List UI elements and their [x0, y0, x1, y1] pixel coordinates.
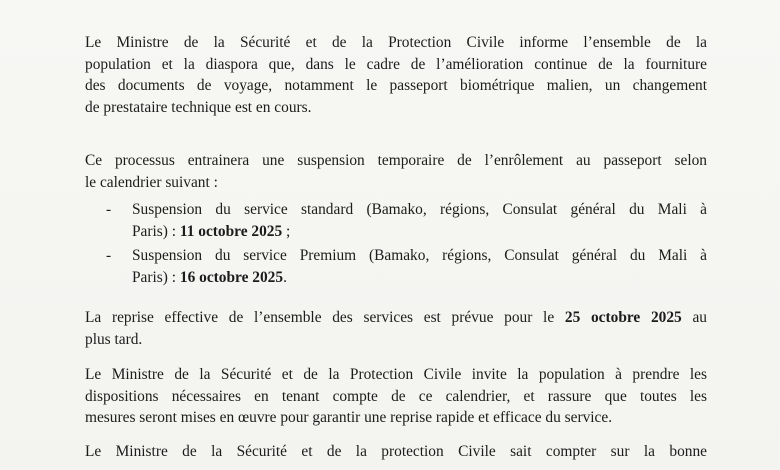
date-standard: 11 octobre 2025 [179, 222, 283, 240]
text-line: des documents de voyage, notamment le passeport biométrique malien, un changement [85, 77, 707, 95]
bullet-dash: - [106, 247, 112, 264]
text-line: Ce processus entrainera une suspension temporaire de l’enrôlement au passeport selon [85, 152, 707, 169]
text-line: Le Ministre de la Sécurité et de la protection Civile sait compter sur la bonne [85, 443, 707, 460]
text-fragment: au [681, 309, 708, 326]
text-fragment: La reprise effective de l’ensemble des services est prévue pour le [85, 309, 565, 326]
bullet-item-premium [106, 245, 706, 289]
text-fragment: Paris) : [132, 268, 180, 286]
text-line [132, 267, 707, 289]
text-fragment: . [283, 268, 287, 286]
bullet-item-standard [106, 199, 706, 243]
date-premium: 16 octobre 2025 [179, 268, 284, 286]
text-fragment: ; [282, 222, 291, 240]
paragraph-intro [85, 32, 707, 118]
text-fragment: Paris) : [132, 222, 180, 240]
date-reprise: 25 octobre 2025 [564, 309, 682, 326]
bullet-dash: - [106, 201, 112, 218]
paragraph-invite [85, 364, 707, 429]
text-line: de prestataire technique est en cours. [85, 98, 312, 116]
text-line: Le Ministre de la Sécurité et de la Protection Civile invite la population à prendre les [85, 366, 707, 383]
paragraph-reprise [85, 307, 707, 350]
text-line: dispositions nécessaires en tenant compte de ce calendrier, et rassure que toutes les [85, 387, 707, 405]
text-line: Le Ministre de la Sécurité et de la Protection Civile informe l’ensemble de la [85, 34, 707, 51]
text-line: Suspension du service Premium (Bamako, régions, Consulat général du Mali à [132, 247, 707, 264]
text-line: Suspension du service standard (Bamako, régions, Consulat général du Mali à [132, 201, 707, 218]
paragraph-process [85, 150, 707, 193]
text-line: le calendrier suivant : [85, 173, 218, 191]
text-line: plus tard. [85, 330, 143, 348]
text-line: mesures seront mises en œuvre pour garantir une reprise rapide et efficace du service. [85, 409, 613, 427]
text-line [132, 221, 707, 243]
paragraph-closing [85, 441, 707, 463]
text-line [85, 307, 707, 329]
text-line: population et la diaspora que, dans le cadre de l’amélioration continue de la fourniture [85, 55, 707, 73]
